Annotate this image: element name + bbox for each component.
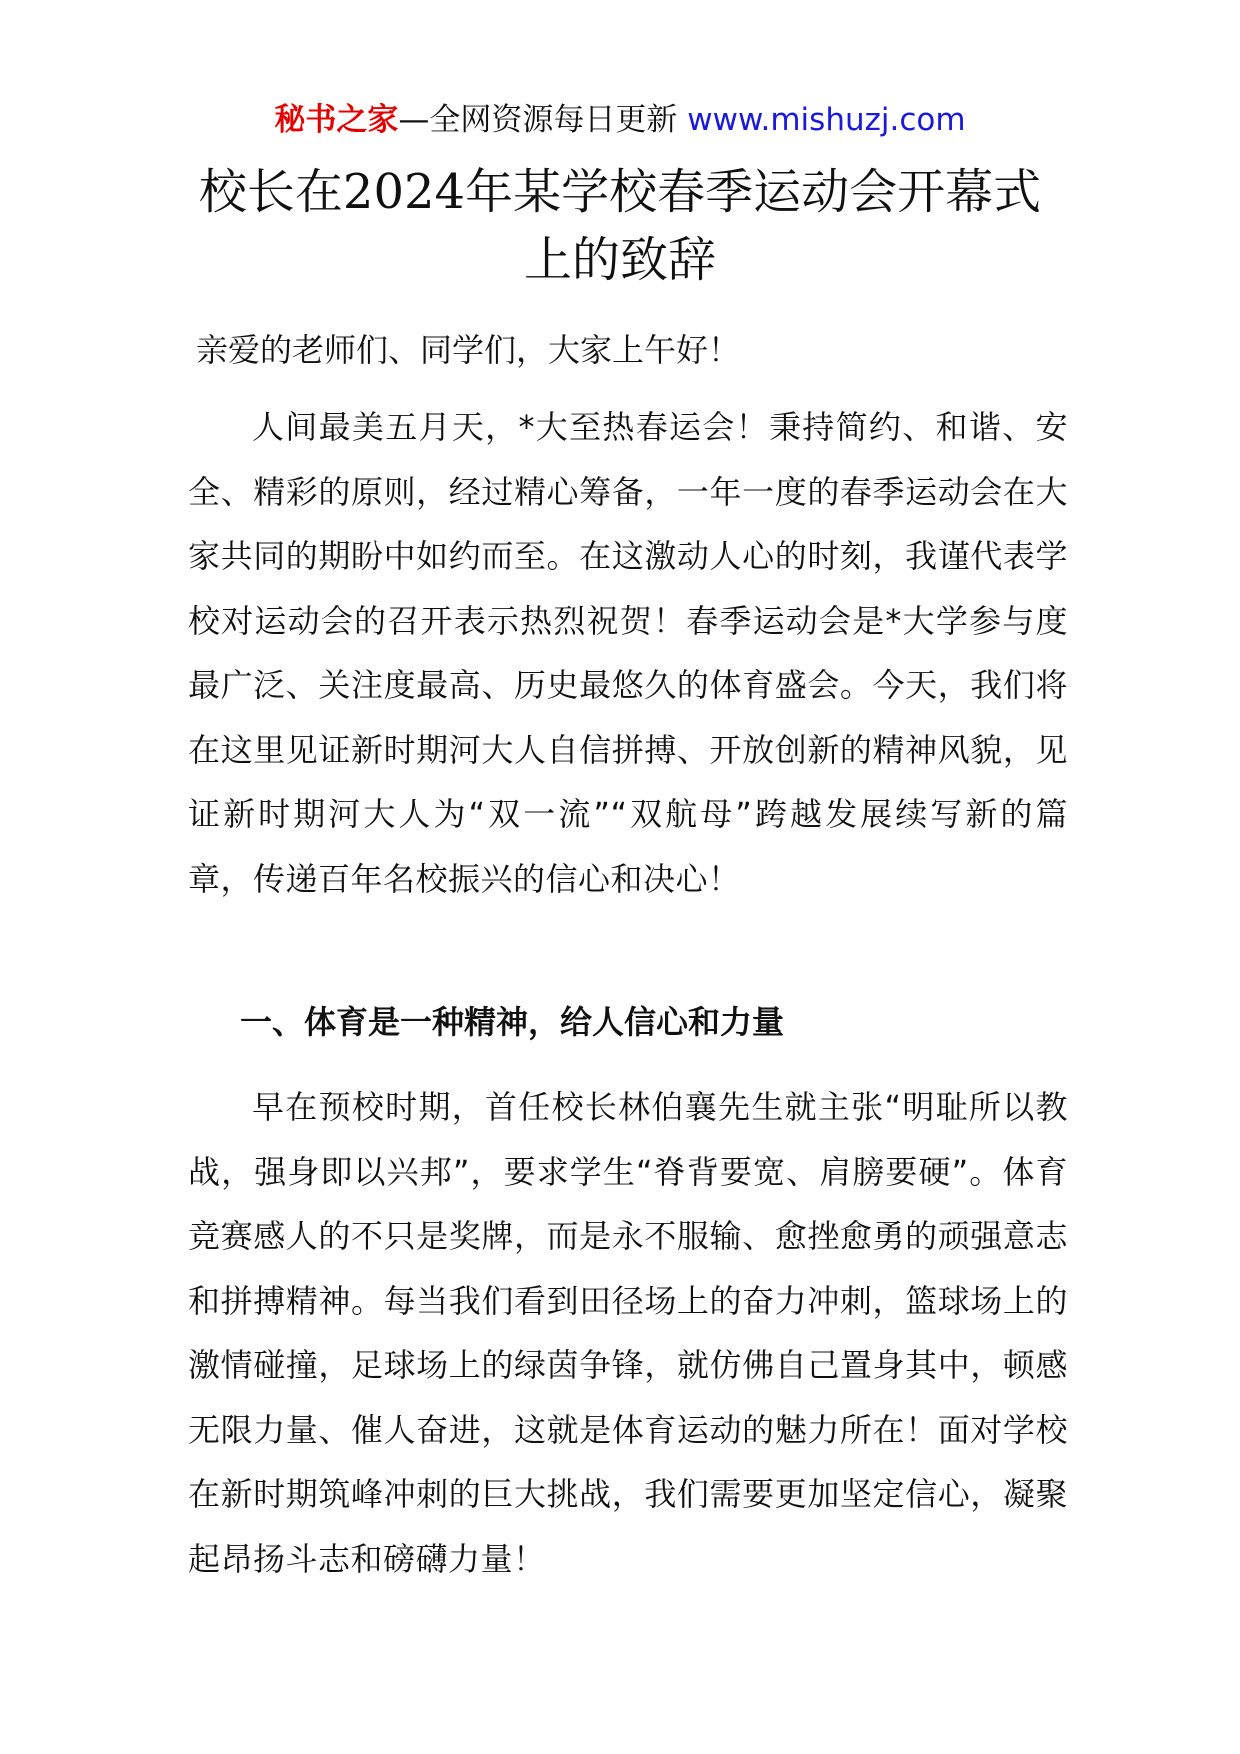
header-url-link[interactable]: www.mishuzj.com <box>687 102 966 138</box>
document-title <box>180 158 1060 294</box>
salutation: 亲爱的老师们、同学们，大家上午好！ <box>196 331 741 369</box>
section-heading: 一、体育是一种精神，给人信心和力量 <box>240 1003 785 1041</box>
source-header <box>0 100 1240 140</box>
header-tagline: —全网资源每日更新 <box>398 102 688 138</box>
body-paragraph-1: 人间最美五月天，*大至热春运会！秉持简约、和谐、安全、精彩的原则，经过精心筹备，一年一度的春季运动会在大家共同的期盼中如约而至。在这激动人心的时刻，我谨代表学校对运动会的召开表示热烈祝贺！春季运动会是*大学参与度最广泛、关注度最高、历史最悠久的体育盛会。今天，我们将在这里见证新时期河大人自信拼搏、开放创新的精神风貌，见证新时期河大人为“双一流”“双航母”跨越发展续写新的篇章，传递百年名校振兴的信心和决心！ <box>188 408 1068 898</box>
title-year: 2024 <box>342 164 466 220</box>
body-paragraph-2: 早在预校时期，首任校长林伯襄先生就主张“明耻所以教战，强身即以兴邦”，要求学生“脊背要宽、肩膀要硬”。体育竞赛感人的不只是奖牌，而是永不服输、愈挫愈勇的顽强意志和拼搏精神。每当我们看到田径场上的奋力冲刺，篮球场上的激情碰撞，足球场上的绿茵争锋，就仿佛自己置身其中，顿感无限力量、催人奋进，这就是体育运动的魅力所在！面对学校在新时期筑峰冲刺的巨大挑战，我们需要更加坚定信心，凝聚起昂扬斗志和磅礴力量！ <box>188 1088 1068 1578</box>
title-part-2: 年某学校春季运动会开幕式上的致辞 <box>465 164 1042 288</box>
brand-name: 秘书之家 <box>274 102 399 138</box>
title-part-1: 校长在 <box>198 164 343 220</box>
